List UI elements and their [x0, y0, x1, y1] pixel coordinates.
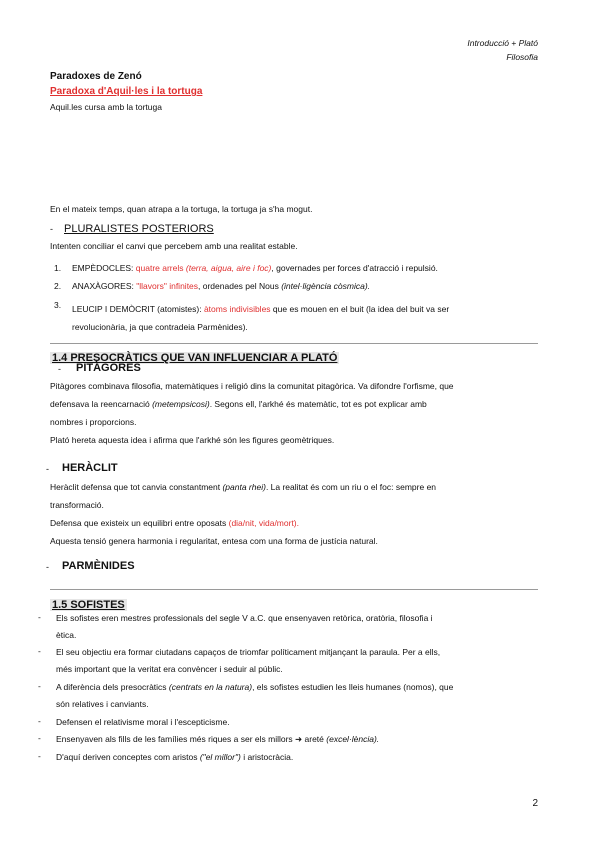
item-label: ANAXÀGORES:	[72, 281, 137, 291]
pluralistes-intro: Intenten conciliar el canvi que percebem amb una realitat estable.	[50, 241, 298, 251]
bullet: -	[38, 612, 41, 622]
sofistes-item-3	[56, 679, 540, 713]
item-text-continued: revolucionària, ja que contradeia Parmènides).	[72, 322, 248, 332]
sofistes-term: ("el millor")	[199, 752, 241, 762]
item-note: (intel·ligència còsmica).	[281, 281, 371, 291]
heraclit-line: Aquesta tensió genera harmonia i regularitat, entesa com una forma de justícia natural.	[50, 536, 378, 546]
page-number: 2	[532, 798, 538, 809]
sofistes-item-5	[56, 731, 540, 748]
pitagores-term: (metempsicosi)	[152, 399, 210, 409]
sofistes-item-4: Defensen el relativisme moral i l'escepticisme.	[56, 717, 230, 727]
header-course: Introducció + Plató	[467, 38, 538, 48]
pitagores-line: nombres i proporcions.	[50, 417, 137, 427]
parmenides-dash: -	[46, 562, 49, 572]
bullet: -	[38, 681, 41, 691]
sofistes-line: ètica.	[56, 630, 77, 640]
bullet: -	[38, 733, 41, 743]
divider	[50, 589, 538, 590]
item-highlight: quatre arrels	[135, 263, 186, 273]
heraclit-heading: HERÀCLIT	[62, 462, 118, 474]
heraclit-text: . La realitat és com un riu o el foc: sempre en	[265, 482, 437, 492]
list-item-atomistes	[72, 300, 540, 336]
sofistes-text: Ensenyaven als fills de les famílies més riques a ser els millors ➜ areté	[56, 734, 327, 744]
list-item-number: 1.	[54, 263, 62, 273]
parmenides-heading: PARMÈNIDES	[62, 560, 135, 572]
zeno-line: Aquil.les cursa amb la tortuga	[50, 102, 162, 112]
list-item-empedocles	[72, 263, 438, 273]
zeno-subtitle: Paradoxa d'Aquil·les i la tortuga	[50, 86, 203, 97]
section-title-text: 1.5 SOFISTES	[52, 599, 125, 611]
pluralistes-heading: PLURALISTES POSTERIORS	[64, 223, 214, 235]
section-title-text: 1.4 PRESOCRÀTICS QUE VAN INFLUENCIAR A PLATÓ	[52, 352, 338, 364]
zeno-conclusion: En el mateix temps, quan atrapa a la tortuga, la tortuga ja s'ha mogut.	[50, 204, 313, 214]
pitagores-plato: Plató hereta aquesta idea i afirma que l'arkhé són les figures geomètriques.	[50, 435, 335, 445]
bullet: -	[38, 716, 41, 726]
sofistes-line: El seu objectiu era formar ciutadans capaços de triomfar políticament mitjançant la paraula. Per a ells,	[56, 647, 441, 657]
pitagores-heading: PITÀGORES	[76, 362, 141, 374]
sofistes-line: Els sofistes eren mestres professionals del segle V a.C. que ensenyaven retòrica, oratòria, filosofia i	[56, 613, 433, 623]
item-text: , governades per forces d'atracció i repulsió.	[271, 263, 438, 273]
page-header	[467, 36, 538, 64]
list-item-number: 2.	[54, 281, 62, 291]
item-elements: (terra, aigua, aire i foc)	[185, 263, 272, 273]
sofistes-text: A diferència dels presocràtics	[56, 682, 169, 692]
heraclit-text: Defensa que existeix un equilibri entre oposats	[50, 518, 229, 528]
header-subject: Filosofia	[506, 52, 538, 62]
item-label: EMPÈDOCLES:	[72, 263, 136, 273]
pitagores-line: Pitàgores combinava filosofia, matemàtiques i religió dins la comunitat pitagòrica. Va difondre l'orfisme, que	[50, 381, 454, 391]
heraclit-paragraph	[50, 478, 538, 550]
sofistes-item-1	[56, 610, 540, 644]
list-item-number: 3.	[54, 300, 62, 310]
heraclit-term: (panta rhei)	[222, 482, 266, 492]
heraclit-dash: -	[46, 464, 49, 474]
heraclit-opposites: (dia/nit, vida/mort).	[228, 518, 299, 528]
pitagores-text: defensava la reencarnació	[50, 399, 153, 409]
item-highlight: àtoms indivisibles	[203, 304, 271, 314]
pitagores-dash: -	[58, 364, 61, 374]
sofistes-term: (centrats en la natura)	[168, 682, 253, 692]
item-text: , ordenades pel Nous	[198, 281, 282, 291]
item-highlight: "llavors" infinites	[136, 281, 199, 291]
sofistes-text: i aristocràcia.	[240, 752, 294, 762]
divider	[50, 343, 538, 344]
pluralistes-dash: -	[50, 224, 53, 234]
sofistes-line: són relatives i canviants.	[56, 699, 149, 709]
sofistes-line: més important que la veritat era convèncer i seduir al públic.	[56, 664, 283, 674]
list-item-anaxagores	[72, 281, 370, 291]
sofistes-term: (excel·lència).	[326, 734, 380, 744]
sofistes-text: D'aquí deriven conceptes com aristos	[56, 752, 200, 762]
item-label: LEUCIP I DEMÒCRIT (atomistes):	[72, 304, 204, 314]
bullet: -	[38, 646, 41, 656]
sofistes-item-6	[56, 749, 540, 766]
pitagores-paragraph	[50, 377, 538, 449]
bullet: -	[38, 751, 41, 761]
heraclit-text: Heràclit defensa que tot canvia constantment	[50, 482, 223, 492]
pitagores-text: . Segons ell, l'arkhé és matemàtic, tot es pot explicar amb	[209, 399, 427, 409]
heraclit-line: transformació.	[50, 500, 104, 510]
zeno-title: Paradoxes de Zenó	[50, 71, 142, 82]
item-text: que es mouen en el buit (la idea del buit va ser	[270, 304, 450, 314]
sofistes-item-2	[56, 644, 540, 678]
sofistes-text: , els sofistes estudien les lleis humanes (nomos), que	[252, 682, 454, 692]
